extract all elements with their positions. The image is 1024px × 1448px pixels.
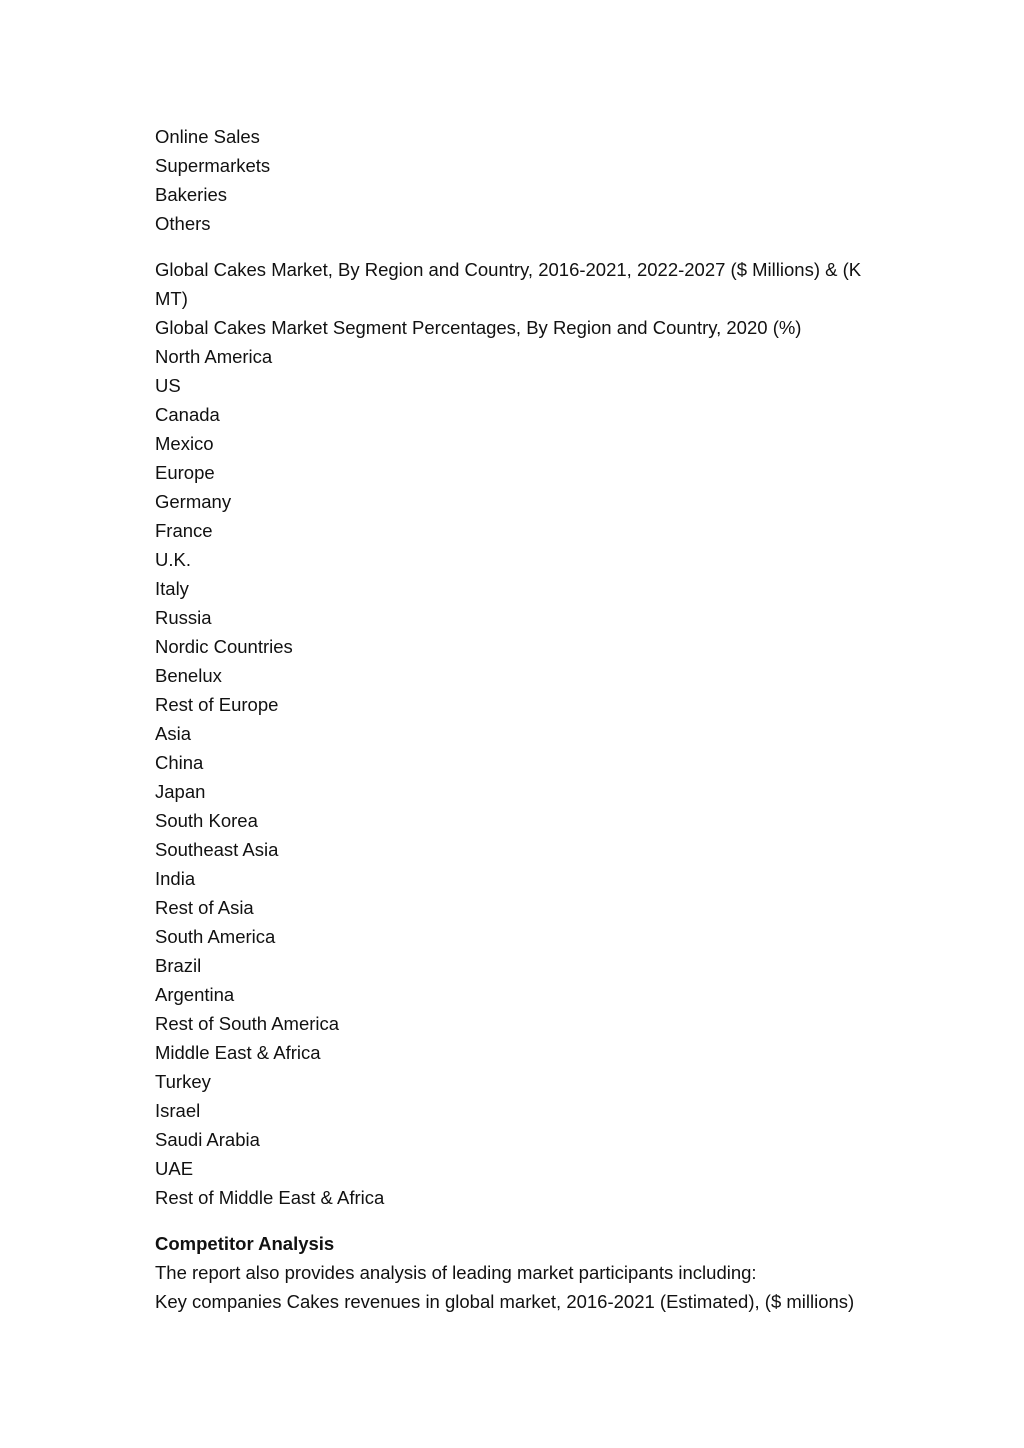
list-item: Rest of Asia [155,897,254,918]
list-item: Southeast Asia [155,839,279,860]
list-item: Russia [155,607,212,628]
list-item: Bakeries [155,184,227,205]
list-item: Argentina [155,984,235,1005]
region-list [155,342,885,1212]
competitor-section [155,1229,885,1316]
list-item: Rest of Europe [155,694,279,715]
list-item: China [155,752,204,773]
list-item: Germany [155,491,232,512]
list-item: South Korea [155,810,258,831]
region-section-title: Global Cakes Market, By Region and Country, 2016-2021, 2022-2027 ($ Millions) & (K MT) [155,259,867,309]
document-content [155,122,885,1316]
list-item: Middle East & Africa [155,1042,321,1063]
list-item: France [155,520,213,541]
list-item: Asia [155,723,191,744]
list-item: Nordic Countries [155,636,293,657]
list-item: Europe [155,462,215,483]
list-item: Mexico [155,433,214,454]
list-item: Brazil [155,955,202,976]
list-item: North America [155,346,273,367]
list-item: Benelux [155,665,222,686]
list-item: Canada [155,404,220,425]
channel-list [155,122,885,238]
list-item: UAE [155,1158,194,1179]
paragraph: The report also provides analysis of leading market participants including: [155,1262,757,1283]
list-item: Key companies Cakes revenues in global market, 2016-2021 (Estimated), ($ millions) [155,1291,855,1312]
list-item: Online Sales [155,126,260,147]
region-section-subtitle: Global Cakes Market Segment Percentages, By Region and Country, 2020 (%) [155,317,802,338]
list-item: Rest of South America [155,1013,340,1034]
list-item: Turkey [155,1071,211,1092]
list-item: South America [155,926,276,947]
list-item: Supermarkets [155,155,271,176]
list-item: Rest of Middle East & Africa [155,1187,385,1208]
spacer [155,1212,885,1229]
list-item: Others [155,213,211,234]
list-item: India [155,868,196,889]
list-item: Israel [155,1100,201,1121]
list-item: U.K. [155,549,191,570]
region-section [155,255,885,1212]
list-item: US [155,375,181,396]
list-item: Saudi Arabia [155,1129,260,1150]
spacer [155,238,885,255]
list-item: Italy [155,578,189,599]
list-item: Japan [155,781,206,802]
section-heading: Competitor Analysis [155,1233,335,1254]
